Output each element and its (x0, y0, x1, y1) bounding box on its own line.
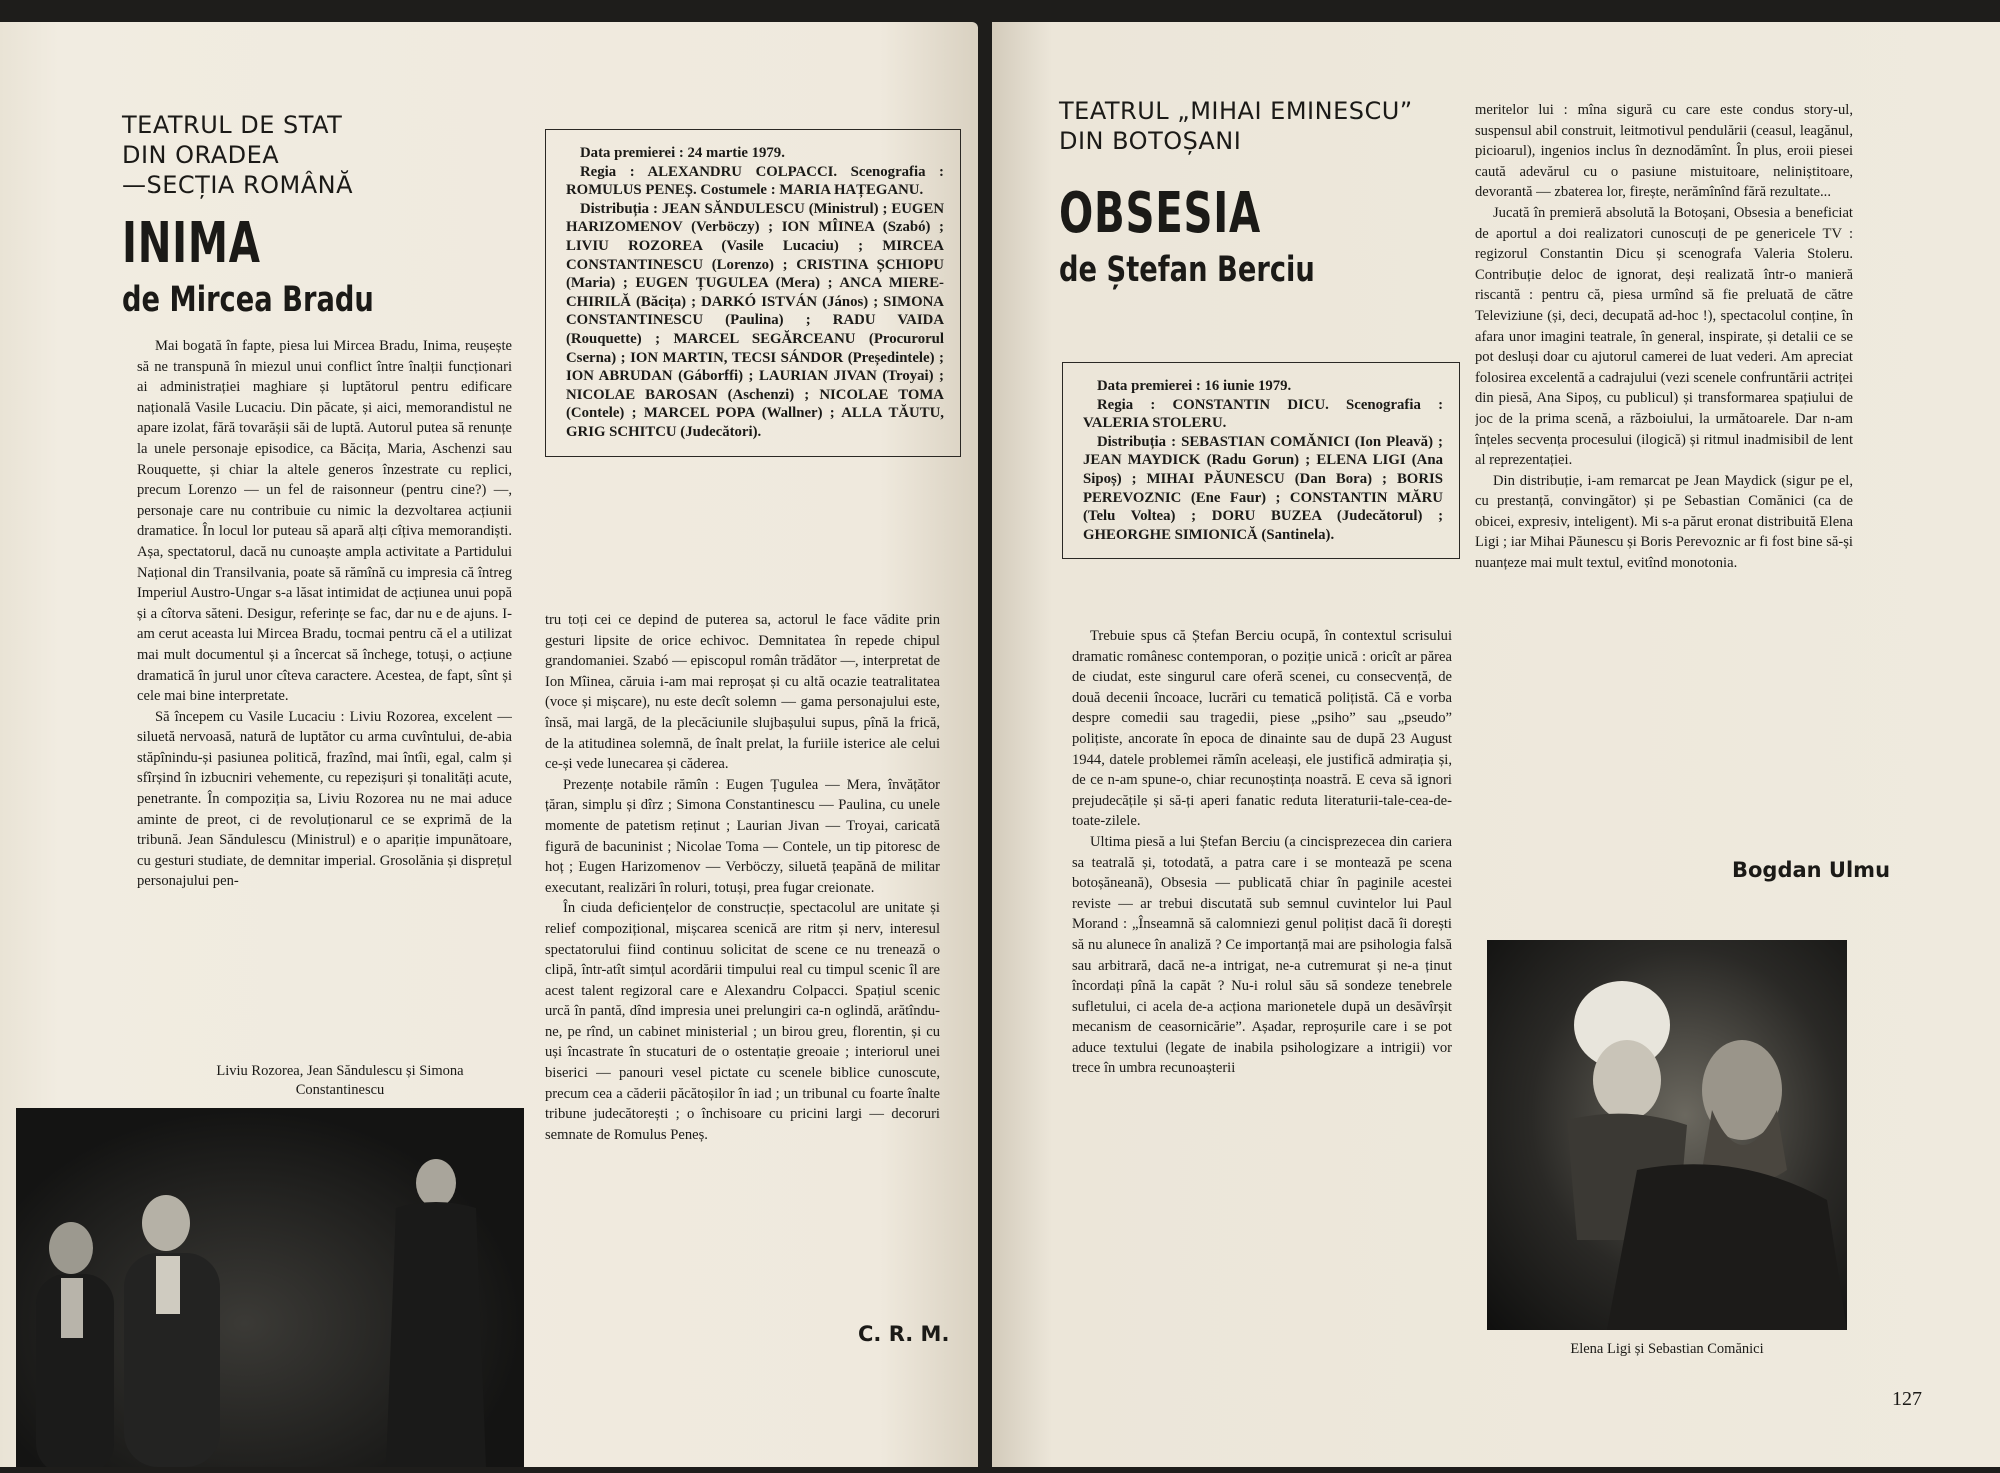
left-photo-caption: Liviu Rozorea, Jean Săndulescu și Simona Constantinescu (216, 1063, 464, 1098)
right-photo (1487, 940, 1847, 1330)
left-author: de Mircea Bradu (122, 280, 374, 320)
right-credits-box (1062, 362, 1460, 559)
paragraph: În ciuda deficiențelor de construcție, spectacolul are unitate și relief compozițional, mișcarea scenică are ritm și nerv, interesul spectatorului fiind continuu solicitat de scene ce nu trenează o clipă, într-atît simțul acordării timpului real cu timpul scenic îl are acest talent regizoral care e Alexandru Colpacci. Spațiul scenic urcă în pantă, dînd impresia unei prelungiri ca-n oglindă, arătîndu-ne, pe rînd, un cabinet ministerial ; un birou greu, florentin, și cu uși încastrate în stucaturi de o ostentație greoaie ; interiorul unei biserici — panouri vesel pictate cu scenele biblice cunoscute, precum cea a căderii păcătoșilor în iad ; un tribunal cu foarte înalte tribune judecătorești ; o închisoare cu pricini largi — decoruri semnate de Romulus Peneș. (545, 900, 940, 1143)
right-heading (1059, 96, 1419, 156)
right-author: de Ștefan Berciu (1059, 250, 1315, 290)
credit-line: Distribuția : SEBASTIAN COMĂNICI (Ion Pleavă) ; JEAN MAYDICK (Radu Gorun) ; ELENA LIGI (Ana Sipoș) ; MIHAI PĂUNESCU (Dan Bora) ; BORIS PEREVOZNIC (Ene Faur) ; CONSTANTIN MĂRU (Telu Voltea) ; DORU BUZEA (Judecătorul) ; GHEORGHE SIMIONICĂ (Santinela). (1083, 433, 1443, 543)
left-title: INIMA (122, 211, 261, 276)
credit-line: Data premierei : 24 martie 1979. (580, 145, 785, 161)
left-heading (122, 110, 422, 200)
credit-line: Regia : ALEXANDRU COLPACCI. Scenografia : ROMULUS PENEȘ. Costumele : MARIA HAȚEGANU. (566, 163, 944, 199)
stage-photo-icon (16, 1108, 524, 1467)
right-title: OBSESIA (1059, 181, 1261, 246)
left-photo (16, 1108, 524, 1467)
paragraph: Ultima piesă a lui Ștefan Berciu (a cincisprezecea din cariera sa teatrală și, totodată, a patra care i se montează pe scena botoșăneană), Obsesia — publicată chiar în paginile acestei reviste — ar trebui discutată sub semnul cuvintelor lui Paul Morand : „Înseamnă să calomniezi genul polițist dacă îi dorești să nu alunece în analiză ? Ce importanță mai are psihologia falsă sau arbitrară, dacă ne-a intrigat, ne-a cutremurat și ne-a ținut încordați pînă la capăt ? Nu-i rolul său să sondeze tenebrele sufletului, ci acela de-a acționa marionetele după un desăvîrșit mecanism de ceasornicărie”. Așadar, reproșurile care i se pot aduce textului (legate de inabila psihologizare a intrigii) vor trece în umbra recunoașterii (1072, 833, 1452, 1077)
left-heading-line: DIN ORADEA (122, 141, 280, 169)
paragraph: meritelor lui : mîna sigură cu care este condus story-ul, suspensul abil construit, leitmotivul pendulării (ceasul, leagănul, picioarul), ingenios inclus în deznodămînt. În plus, eroii piesei caută adevărul cu o pasiune mistuitoare, neliniștitoare, devorantă — zbaterea lor, firește, nerămînînd fără rezultate... (1475, 102, 1853, 201)
paragraph: Mai bogată în fapte, piesa lui Mircea Bradu, Inima, reușește să ne transpună în miezul unui conflict între înalții funcționari ai administrației maghiare și luptătorul pentru edificare națională Vasile Lucaciu. Din păcate, și aici, memorandistul ne apare izolat, fără tovarășii săi de luptă. Autorul putea să renunțe la unele personaje episodice, ca Băcița, Maria, Aschenzi sau Rouquette, și chiar la altele generos înzestrate cu replici, precum Lorenzo — un fel de raisonneur (pentru cine?) —, personaje care nu contribuie cu nimic la dezvoltarea acțiunii dramatice. În locul lor puteau să apară alți cîțiva memorandiști. Așa, spectatorul, dacă nu cunoaște ampla activitate a Partidului Național din Transilvania, poate să rămînă cu impresia că întreg Imperiul Austro-Ungar s-a lăsat intimidat de acțiunea unui popă și a cîtorva săteni. Desigur, referințe se fac, dar nu e de ajuns. I-am cerut aceasta lui Mircea Bradu, tocmai pentru că el a utilizat mai mult documentul și a încercat să închege, totuși, o acțiune dramatică în jurul unor cîteva caractere. Acestea, de fapt, sînt și cele mai bine interpretate. (137, 338, 512, 705)
right-heading-line: DIN BOTOȘANI (1059, 127, 1242, 155)
left-column-1 (137, 336, 512, 1056)
paragraph: Să începem cu Vasile Lucaciu : Liviu Rozorea, excelent — siluetă nervoasă, natură de luptător cu arma cuvîntului, de-abia stăpînindu-și pasiunea politică, frazînd, mai întîi, egal, calm și sfîrșind în izbucniri vehemente, cu repezișuri și tonalități acute, penetrante. În compoziția sa, Liviu Rozorea nu ne mai aduce aminte de preot, ci de revoluționarul ce se exprimă de la tribună. Jean Săndulescu (Ministrul) e o apariție impunătoare, cu gesturi studiate, de demnitar imperial. Grosolănia și disprețul personajului pen- (137, 708, 512, 890)
credit-line: Distribuția : JEAN SĂNDULESCU (Ministrul) ; EUGEN HARIZOMENOV (Verböczy) ; ION MÎINEA (Szabó) ; LIVIU ROZOREA (Vasile Lucaciu) ; MIRCEA CONSTANTINESCU (Lorenzo) ; CRISTINA ȘCHIOPU (Maria) ; EUGEN ȚUGULEA (Mera) ; ANCA MIERE-CHIRILĂ (Băcița) ; DARKÓ ISTVÁN (János) ; SIMONA CONSTANTINESCU (Paulina) ; RADU VAIDA (Rouquette) ; MARCEL SEGĂRCEANU (Procurorul Cserna) ; ION MARTIN, TECSI SÁNDOR (Președintele) ; ION ABRUDAN (Gáborffi) ; LAURIAN JIVAN (Troyai) ; NICOLAE BAROSAN (Aschenzi) ; NICOLAE TOMA (Contele) ; MARCEL POPA (Wallner) ; ALLA TĂUTU, GRIG SCHITCU (Judecători). (566, 200, 944, 440)
credit-line: Regia : CONSTANTIN DICU. Scenografia : VALERIA STOLERU. (1083, 396, 1443, 432)
right-signature: Bogdan Ulmu (1732, 858, 1891, 882)
paragraph: Din distribuție, i-am remarcat pe Jean Maydick (sigur pe el, cu prestanță, convingător) și pe Sebastian Comănici (ca de obicei, expresiv, inteligent). Mi s-a părut eronat distribuită Elena Ligi ; iar Mihai Păunescu și Boris Perevoznic ar fi fost bine să-și nuanțeze mai mult textul, evitînd monotonia. (1475, 472, 1853, 572)
left-page (0, 22, 978, 1467)
paragraph: Jucată în premieră absolută la Botoșani, Obsesia a beneficiat de aportul a doi realizatori cunoscuți de pe genericele TV : regizorul Constantin Dicu și scenografa Valeria Stoleru. Contribuție deloc de ignorat, deși realizată într-o manieră riscantă : pentru că, piesa urmînd să fie preluată de către Televiziune (și, deci, decupată ad-hoc !), spectacolul conține, în afara unor imagini teatrale, în general, inspirate, și detalii ce se pot desluși doar cu ajutorul camerei de luat vederi. Am apreciat folosirea excelentă a cadrajului (vezi scenele confruntării actriței din piesă, Ana Sipoș, cu publicul) și transformarea spațiului de joc de la prima scenă, a războiului, la următoarele. Dar n-am înțeles secvența procesului (ilogică) și ritmul inadmisibil de lent al reprezentației. (1475, 204, 1853, 469)
paragraph: Trebuie spus că Ștefan Berciu ocupă, în contextul scrisului dramatic românesc contemporan, o poziție unică : oricît ar părea de ciudat, este singurul care oferă scenei, cu consecvență, de două decenii încoace, lucrări cu tematică polițistă. Că e vorba despre comedii sau tragedii, piese „psiho” sau „pseudo” polițiste, ancorate în epoca de dinainte sau de după 23 August 1944, datele problemei rămîn aceleași, ele justifică admirația și, de ce n-am spune-o, chiar recunoștința noastră. E ceva să ignori prejudecățile și să-ți aperi fanatic reduta literaturii-tale-cea-de-toate-zilele. (1072, 628, 1452, 830)
left-credits-box (545, 129, 961, 457)
paragraph: Prezențe notabile rămîn : Eugen Țugulea — Mera, învățător țăran, simplu și dîrz ; Simona Constantinescu — Paulina, cu unele momente de patetism reținut ; Laurian Jivan — Troyai, caricată figură de bacuninist ; Nicolae Toma — Contele, un tip pitoresc de hoț ; Eugen Harizomenov — Verböczy, siluetă țeapănă de militar executant, realizări în roluri, totuși, prea fugar creionate. (545, 776, 940, 896)
right-photo-caption: Elena Ligi și Sebastian Comănici (1570, 1341, 1764, 1357)
right-heading-line: TEATRUL „MIHAI EMINESCU” (1059, 97, 1413, 125)
page-number: 127 (1892, 1388, 1922, 1410)
actors-photo-icon (1487, 940, 1847, 1330)
left-column-2 (545, 610, 940, 1318)
left-signature: C. R. M. (858, 1322, 950, 1346)
left-heading-line: —SECȚIA ROMÂNĂ (122, 171, 354, 199)
left-heading-line: TEATRUL DE STAT (122, 111, 343, 139)
credit-line: Data premierei : 16 iunie 1979. (1097, 378, 1292, 394)
paragraph: tru toți cei ce depind de puterea sa, actorul le face vădite prin gesturi lipsite de orice echivoc. Demnitatea în repede chipul grandomaniei. Szabó — episcopul român trădător —, interpretat de Ion Mîinea, căruia i-am mai reproșat și cu altă ocazie teatralitatea (voce și mișcare), nu este decît solemn — gama personajului este, însă, mai largă, de la plecăciunile slujbașului supus, pînă la frică, de la atitudinea solemnă, de înalt prelat, la furiile isterice ale celui ce-și vede lunecarea și căderea. (545, 612, 940, 773)
right-column-2 (1475, 100, 1853, 850)
right-column-1 (1072, 626, 1452, 1368)
right-page (992, 22, 2000, 1467)
